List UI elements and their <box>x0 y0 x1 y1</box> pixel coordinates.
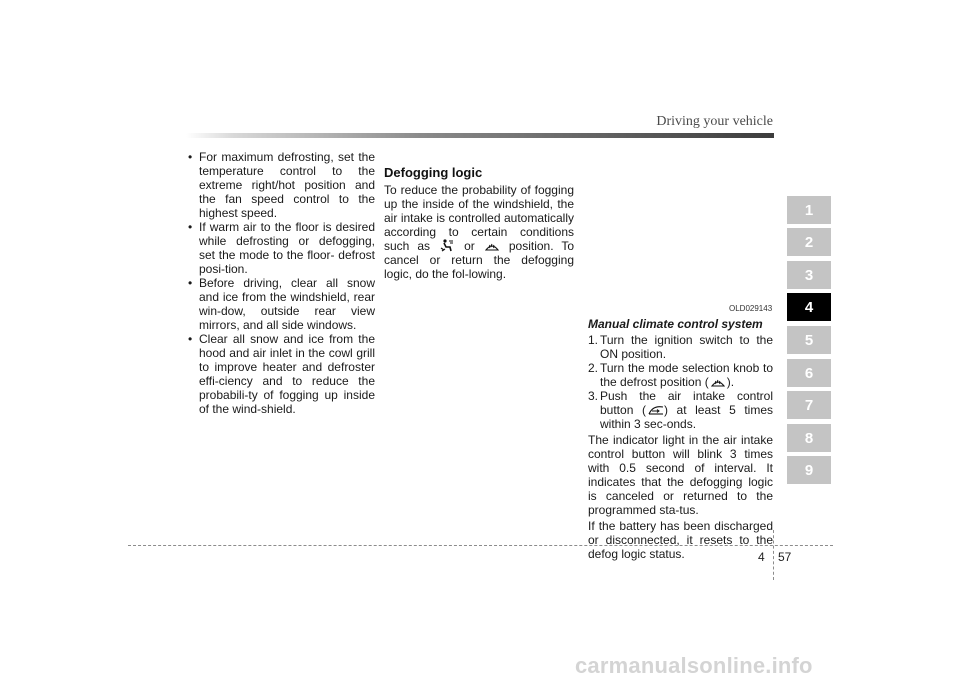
chapter-tab-4[interactable]: 4 <box>787 293 831 321</box>
watermark: carmanualsonline.info <box>575 653 813 678</box>
defrost-icon <box>485 239 499 252</box>
chapter-tab-6[interactable]: 6 <box>787 359 831 387</box>
chapter-tab-5[interactable]: 5 <box>787 326 831 354</box>
footer-rule <box>128 545 833 546</box>
bullet-icon: • <box>188 332 193 346</box>
indicator-paragraph: The indicator light in the air intake control button will blink 3 times with 0.5 second of interval. It indicates that the defogging logic is canceled or returned to the programmed sta-tus. <box>588 433 773 517</box>
left-column <box>187 150 375 416</box>
footer-chapter-number: 4 <box>758 550 765 564</box>
chapter-tab-7[interactable]: 7 <box>787 391 831 419</box>
page-number-separator <box>773 530 774 580</box>
list-item: • Before driving, clear all snow and ice from the windshield, rear win-dow, outside rear view mirrors, and all side windows. <box>188 276 375 332</box>
subheading: Manual climate control system <box>588 317 763 331</box>
air-intake-icon <box>648 403 662 416</box>
list-item: • Clear all snow and ice from the hood and air inlet in the cowl grill to improve heater and defroster effi-ciency and to reduce the probabili-ty of fogging up inside of the wind-shield. <box>188 332 375 416</box>
chapter-tab-3[interactable]: 3 <box>787 261 831 289</box>
chapter-tab-2[interactable]: 2 <box>787 228 831 256</box>
list-item: 2. Turn the mode selection knob to the defrost position ( ). <box>588 361 773 389</box>
image-code: OLD029143 <box>729 304 773 313</box>
list-item: • For maximum defrosting, set the temperature control to the extreme right/hot position and the fan speed control to the highest speed. <box>188 150 375 220</box>
bullet-icon: • <box>188 220 193 234</box>
battery-paragraph: If the battery has been discharged or disconnected, it resets to the defog logic status. <box>588 519 773 561</box>
defrost-icon <box>711 375 725 388</box>
bullet-list <box>187 150 375 416</box>
defogging-paragraph: To reduce the probability of fogging up the inside of the windshield, the air intake is controlled automatically according to certain conditions such as or position. To cancel or return the defogging logic, do the fol-lowing. <box>384 183 575 281</box>
chapter-tab-1[interactable]: 1 <box>787 196 831 224</box>
right-column <box>588 317 773 561</box>
list-item: 3. Push the air intake control button ( ) at least 5 times within 3 sec-onds. <box>588 389 773 431</box>
chapter-tab-9[interactable]: 9 <box>787 456 831 484</box>
steps-list <box>588 333 773 431</box>
list-item: • If warm air to the floor is desired while defrosting or defogging, set the mode to the floor- defrost posi-tion. <box>188 220 375 276</box>
chapter-tab-8[interactable]: 8 <box>787 424 831 452</box>
middle-column <box>384 166 574 281</box>
list-item: 1. Turn the ignition switch to the ON position. <box>588 333 773 361</box>
page-header-title: Driving your vehicle <box>656 114 773 129</box>
footer-page-number: 57 <box>778 550 792 564</box>
bullet-icon: • <box>188 150 193 164</box>
bullet-icon: • <box>188 276 193 290</box>
section-heading: Defogging logic <box>384 165 483 180</box>
floor-defrost-icon <box>440 239 454 252</box>
header-rule <box>186 133 774 138</box>
